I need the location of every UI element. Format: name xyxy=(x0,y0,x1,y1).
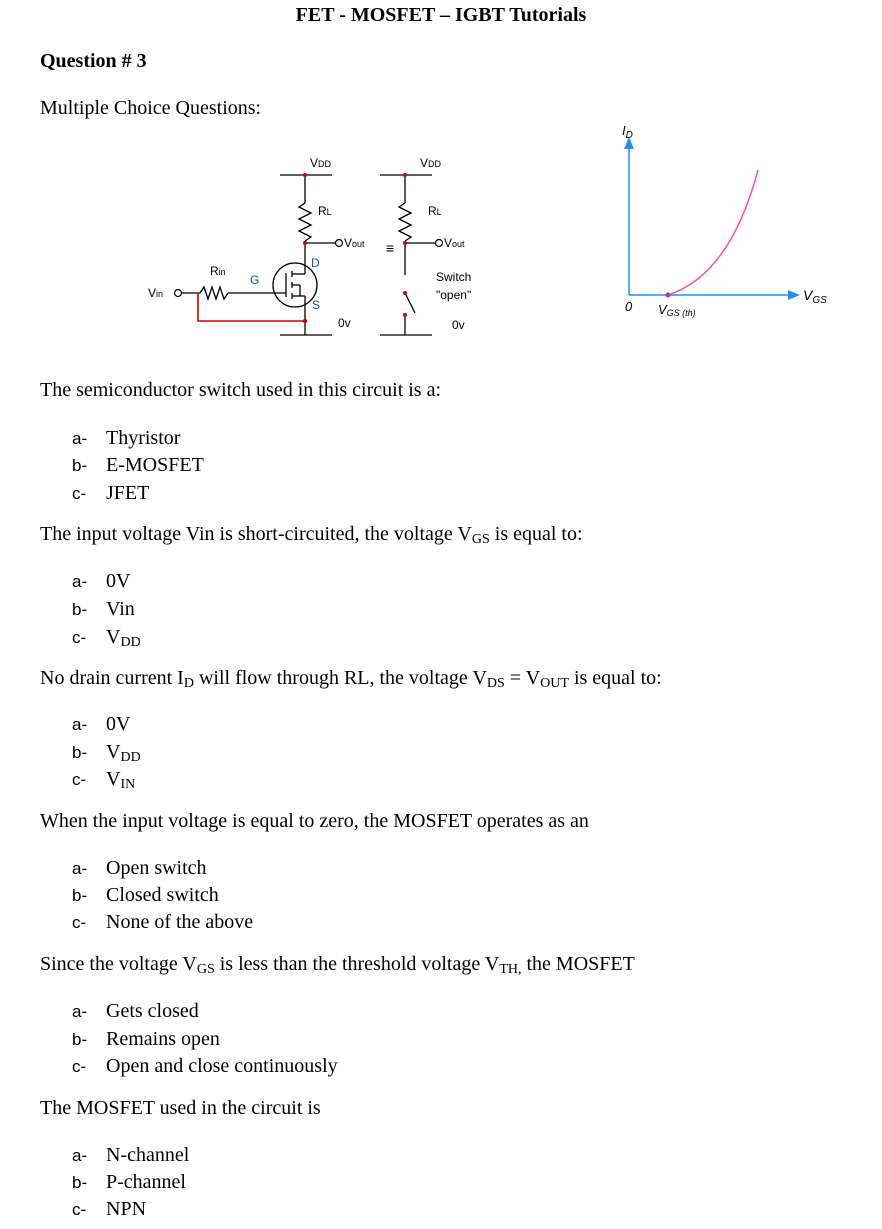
question-3-text: No drain current $I_D$ will flow through RL, the voltage $V_{DS} = V_{OUT}$ is equal to: xyxy=(40,667,662,691)
svg-text:VDD: VDD xyxy=(420,156,442,170)
question-4-option-c[interactable]: c- None of the above xyxy=(72,911,254,933)
mosfet-switch-circuit-diagram xyxy=(140,145,510,355)
id-vs-vgs-graph xyxy=(610,115,840,330)
question-6-option-c[interactable]: c- NPN xyxy=(72,1198,147,1220)
question-3-option-a[interactable]: a- 0V xyxy=(72,713,131,735)
question-6-text: The MOSFET used in the circuit is xyxy=(40,1097,321,1119)
question-1-option-a[interactable]: a- Thyristor xyxy=(72,427,181,449)
svg-text:VGS: $V_{GS}$ xyxy=(803,287,827,306)
svg-text:D: D xyxy=(311,256,320,270)
question-2-text: The input voltage Vin is short-circuited, the voltage $V_{GS}$ is equal to: xyxy=(40,523,583,547)
question-5-option-b[interactable]: b- Remains open xyxy=(72,1028,220,1050)
svg-text:G: G xyxy=(250,273,260,287)
question-3-option-c[interactable]: c- $V_{IN}$ xyxy=(72,768,136,792)
question-4-option-b[interactable]: b- Closed switch xyxy=(72,884,219,906)
question-1-text: The semiconductor switch used in this circuit is a: xyxy=(40,379,442,401)
svg-text:Rin: Rin xyxy=(210,264,226,278)
svg-text:Switch: Switch xyxy=(436,270,472,284)
svg-text:0v: 0v xyxy=(452,318,465,332)
question-3-option-b[interactable]: b- $V_{DD}$ xyxy=(72,741,141,765)
question-5-text: Since the voltage $V_{GS}$ is less than the threshold voltage $V_{TH,}$ the MOSFET xyxy=(40,953,635,977)
svg-text:0v: 0v xyxy=(338,316,351,330)
question-2-option-b[interactable]: b- Vin xyxy=(72,598,135,620)
question-6-option-b[interactable]: b- P-channel xyxy=(72,1171,186,1193)
svg-text:RL: RL xyxy=(428,204,442,218)
svg-text:"open": "open" xyxy=(436,288,472,302)
question-6-option-a[interactable]: a- N-channel xyxy=(72,1144,190,1166)
question-4-option-a[interactable]: a- Open switch xyxy=(72,857,207,879)
question-4-text: When the input voltage is equal to zero, the MOSFET operates as an xyxy=(40,810,589,832)
question-5-option-c[interactable]: c- Open and close continuously xyxy=(72,1055,338,1077)
page-title: FET - MOSFET – IGBT Tutorials xyxy=(295,4,587,26)
question-1-option-c[interactable]: c- JFET xyxy=(72,482,150,504)
question-5-option-a[interactable]: a- Gets closed xyxy=(72,1000,199,1022)
svg-text:VGS (th): VGS (th) xyxy=(658,302,696,318)
svg-text:Vout: Vout xyxy=(344,236,365,250)
svg-text:S: S xyxy=(312,298,321,312)
question-2-option-c[interactable]: c- $V_{DD}$ xyxy=(72,626,141,650)
question-1-option-b[interactable]: b- E-MOSFET xyxy=(72,454,204,476)
svg-text:Vout: Vout xyxy=(444,236,465,250)
svg-text:ID: $I_D$ xyxy=(622,123,633,141)
svg-text:VDD: VDD xyxy=(310,156,332,170)
question-heading: Question # 3 xyxy=(40,50,147,72)
question-2-option-a[interactable]: a- 0V xyxy=(72,570,131,592)
svg-text:Vin: Vin xyxy=(148,286,164,300)
svg-text:0: 0 xyxy=(625,299,633,314)
svg-text:≡: ≡ xyxy=(386,240,395,256)
question-subheading: Multiple Choice Questions: xyxy=(40,97,262,119)
svg-text:RL: RL xyxy=(318,204,332,218)
